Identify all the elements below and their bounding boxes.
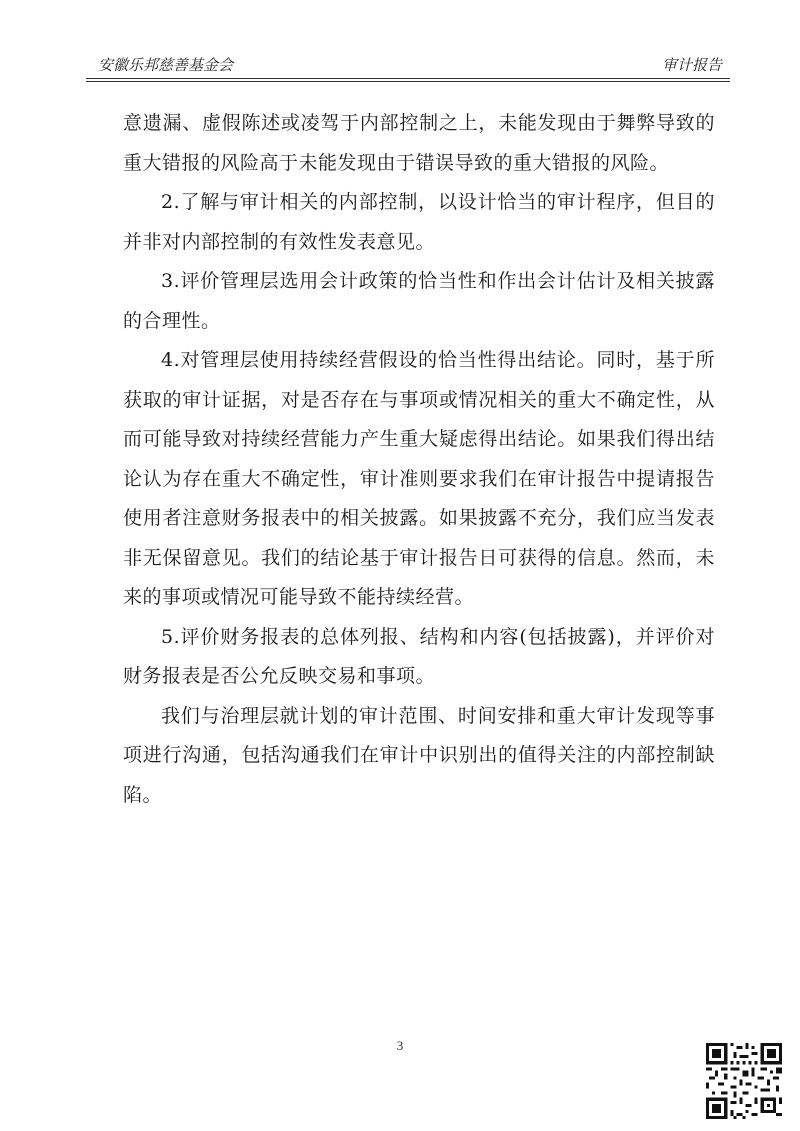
header-doc-type: 审计报告 — [661, 56, 722, 74]
paragraph-continuation: 意遗漏、虚假陈述或凌驾于内部控制之上，未能发现由于舞弊导致的重大错报的风险高于未能发现由于错误导致的重大错报的风险。 — [123, 112, 715, 174]
page-header — [86, 52, 730, 78]
paragraph-item-2: 2.了解与审计相关的内部控制，以设计恰当的审计程序，但目的并非对内部控制的有效性发表意见。 — [123, 191, 715, 253]
paragraph-item-5: 5.评价财务报表的总体列报、结构和内容(包括披露)，并评价对财务报表是否公允反映交易和事项。 — [123, 625, 715, 687]
paragraph-item-3: 3.评价管理层选用会计政策的恰当性和作出会计估计及相关披露的合理性。 — [123, 270, 715, 332]
page-number: 3 — [396, 1038, 404, 1053]
header-rule — [86, 78, 730, 79]
paragraph-item-4: 4.对管理层使用持续经营假设的恰当性得出结论。同时，基于所获取的审计证据，对是否存在与事项或情况相关的重大不确定性，从而可能导致对持续经营能力产生重大疑虑得出结论。如果我们得出结论认为存在重大不确定性，审计准则要求我们在审计报告中提请报告使用者注意财务报表中的相关披露。如果披露不充分，我们应当发表非无保留意见。我们的结论基于审计报告日可获得的信息。然而，未来的事项或情况可能导致不能持续经营。 — [123, 349, 715, 608]
header-rule-thin — [86, 81, 730, 82]
paragraph-communication: 我们与治理层就计划的审计范围、时间安排和重大审计发现等事项进行沟通，包括沟通我们在审计中识别出的值得关注的内部控制缺陷。 — [123, 704, 715, 806]
report-body — [123, 104, 715, 815]
qr-code-icon — [706, 1043, 782, 1119]
header-org-name: 安徽乐邦慈善基金会 — [98, 56, 234, 74]
